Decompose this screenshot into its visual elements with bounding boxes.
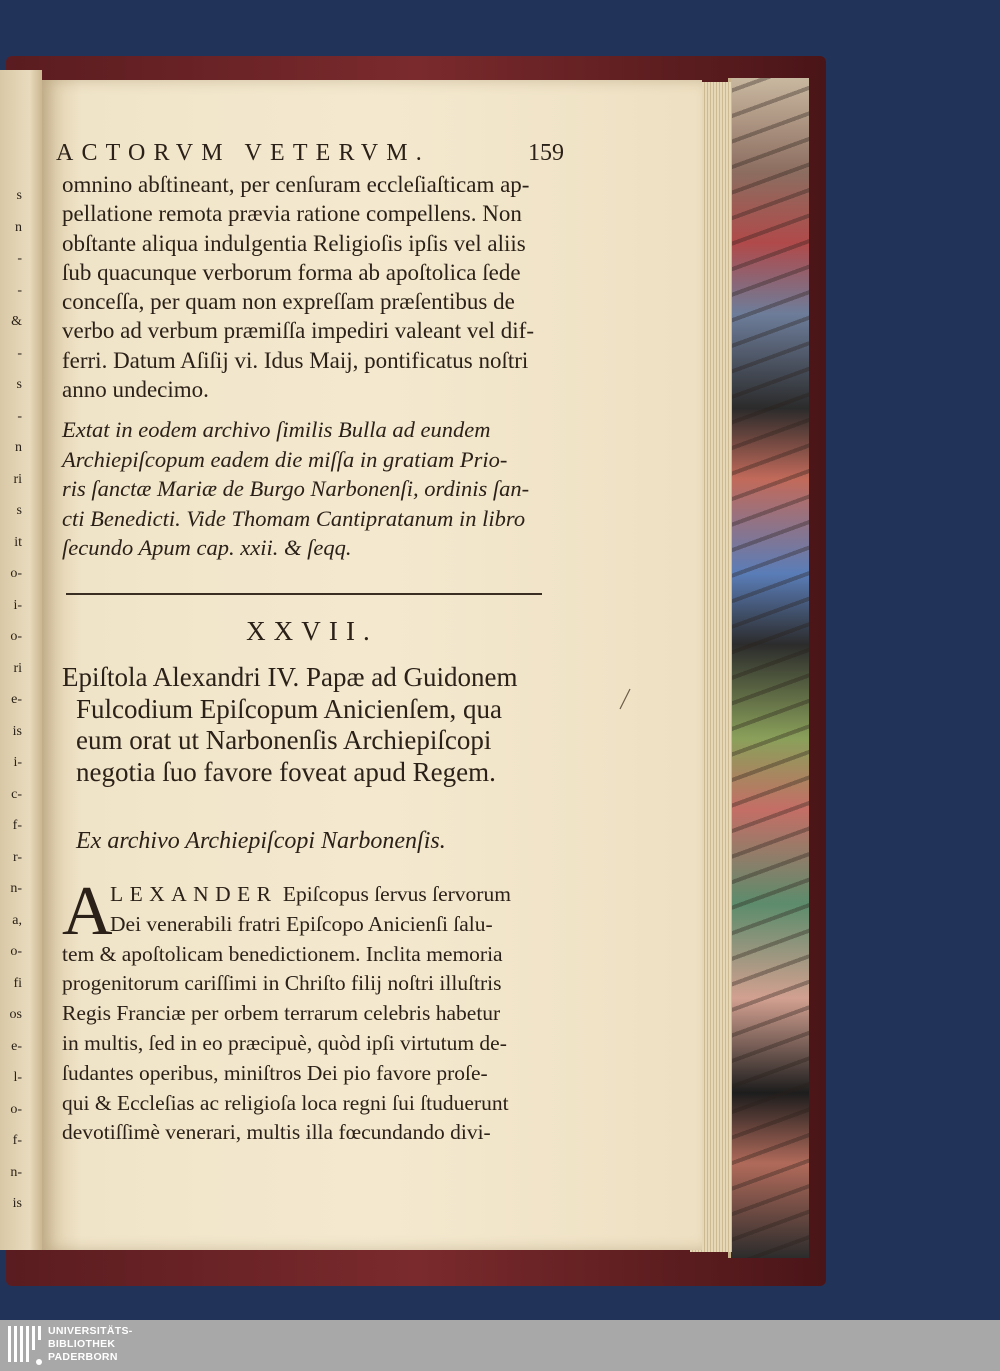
note-line: cti Benedicti. Vide Thomam Cantipratanum in libro	[62, 505, 526, 531]
letter-line	[62, 880, 562, 910]
margin-fragment: e-	[11, 692, 22, 707]
margin-fragment: i-	[13, 597, 22, 613]
margin-fragment: n	[15, 219, 22, 235]
margin-fragment: a,	[12, 912, 22, 928]
margin-fragment: -	[17, 251, 22, 266]
letter-text	[62, 873, 562, 1148]
source-line: Ex archivo Archiepiſcopi Narbonenſis.	[76, 828, 446, 854]
margin-fragment: -	[17, 282, 22, 298]
letter-line-text: Epiſcopus ſervus ſervorum	[282, 882, 511, 906]
margin-fragment: e-	[11, 1038, 22, 1054]
letter-line: tem & apoſtolicam benedictionem. Inclita memoria	[62, 941, 503, 966]
marbled-endpaper	[728, 78, 809, 1258]
margin-fragment: r-	[12, 849, 22, 865]
title-line: eum orat ut Narbonenſis Archiepiſcopi	[76, 725, 492, 755]
letter-line: ſudantes operibus, miniſtros Dei pio favore proſe-	[62, 1060, 488, 1085]
text-line: conceſſa, per quam non expreſſam præſentibus de	[62, 289, 515, 315]
margin-fragment: i-	[13, 755, 22, 770]
letter-line: qui & Eccleſias ac religioſa loca regni ſui ſtuduerunt	[62, 1090, 509, 1115]
letter-line: devotiſſimè venerari, multis illa fœcundando divi-	[62, 1120, 491, 1145]
margin-fragment: ri	[13, 660, 22, 676]
margin-fragment: n-	[10, 1164, 22, 1180]
section-divider-rule	[66, 593, 542, 595]
paragraph-extat-note	[62, 415, 562, 563]
letter-line: Dei venerabili fratri Epiſcopo Anicienſi ſalu-	[110, 911, 493, 936]
text-line: ſub quacunque verborum forma ab apoſtolica ſede	[62, 259, 521, 285]
margin-fragment: f-	[12, 818, 22, 833]
margin-fragment: o-	[10, 1101, 22, 1117]
note-line: Extat in eodem archivo ſimilis Bulla ad eundem	[62, 417, 491, 442]
running-head-title: ACTORVM VETERVM.	[56, 140, 430, 166]
letter-line: progenitorum cariſſimi in Chriſto filij noſtri illuſtris	[62, 971, 502, 996]
left-page-margin-text	[0, 180, 22, 1220]
margin-fragment: -	[17, 345, 22, 361]
margin-fragment: o-	[10, 566, 22, 581]
title-line: negotia ſuo favore foveat apud Regem.	[76, 756, 496, 787]
margin-fragment: n	[15, 440, 22, 455]
margin-fragment: s	[16, 503, 22, 518]
margin-fragment: s	[16, 377, 22, 392]
text-line: verbo ad verbum præmiſſa impediri valeant vel dif-	[62, 318, 534, 344]
running-head	[56, 140, 564, 174]
margin-fragment: c-	[11, 786, 22, 802]
library-logo-icon	[6, 1322, 44, 1368]
library-name	[48, 1325, 133, 1364]
text-line: obſtante aliqua indulgentia Religioſis ipſis vel aliis	[62, 230, 526, 256]
margin-fragment: o-	[10, 629, 22, 644]
library-name-line-1: UNIVERSITÄTS-	[48, 1325, 133, 1337]
text-line: ferri. Datum Aſiſij vi. Idus Maij, pontificatus noſtri	[62, 347, 529, 373]
library-name-line-2: BIBLIOTHEK	[48, 1338, 116, 1350]
first-word-small-caps: LEXANDER	[110, 882, 278, 906]
text-line: anno undecimo.	[62, 377, 209, 403]
drop-cap: A	[62, 873, 113, 950]
text-line: pellatione remota prævia ratione compellens. Non	[62, 201, 522, 227]
library-name-line-3: PADERBORN	[48, 1351, 118, 1363]
section-number-heading: XXVII.	[246, 616, 378, 646]
title-line: Fulcodium Epiſcopum Anicienſem, qua	[76, 693, 502, 724]
margin-fragment: &	[11, 314, 22, 329]
letter-line: in multis, ſed in eo præcipuè, quòd ipſi virtutum de-	[62, 1030, 507, 1055]
text-line: omnino abſtineant, per cenſuram eccleſiaſticam ap-	[62, 172, 530, 197]
margin-fragment: ri	[13, 471, 22, 487]
margin-fragment: -	[17, 408, 22, 424]
margin-fragment: it	[14, 534, 22, 550]
library-footer-bar	[0, 1320, 1000, 1371]
note-line: ſecundo Apum cap. xxii. & ſeqq.	[62, 535, 352, 560]
page-number: 159	[528, 140, 564, 166]
margin-fragment: is	[12, 723, 22, 739]
margin-fragment: n-	[10, 881, 22, 896]
pencil-mark	[618, 688, 632, 710]
margin-fragment: f-	[12, 1133, 22, 1148]
margin-fragment: s	[16, 188, 22, 203]
margin-fragment: o-	[10, 944, 22, 959]
margin-fragment: fi	[13, 975, 22, 991]
note-line: Archiepiſcopum eadem die miſſa in gratiam Prio-	[62, 446, 508, 472]
left-page-edge	[0, 70, 42, 1250]
paragraph-bull-end	[62, 170, 562, 404]
chapter-title	[62, 662, 562, 788]
letter-line: Regis Franciæ per orbem terrarum celebris habetur	[62, 1001, 501, 1026]
margin-fragment: os	[9, 1007, 22, 1022]
note-line: ris ſanctæ Mariæ de Burgo Narbonenſi, ordinis ſan-	[62, 476, 530, 501]
margin-fragment: is	[12, 1196, 22, 1211]
margin-fragment: l-	[13, 1070, 22, 1085]
title-line: Epiſtola Alexandri IV. Papæ ad Guidonem	[62, 662, 518, 692]
